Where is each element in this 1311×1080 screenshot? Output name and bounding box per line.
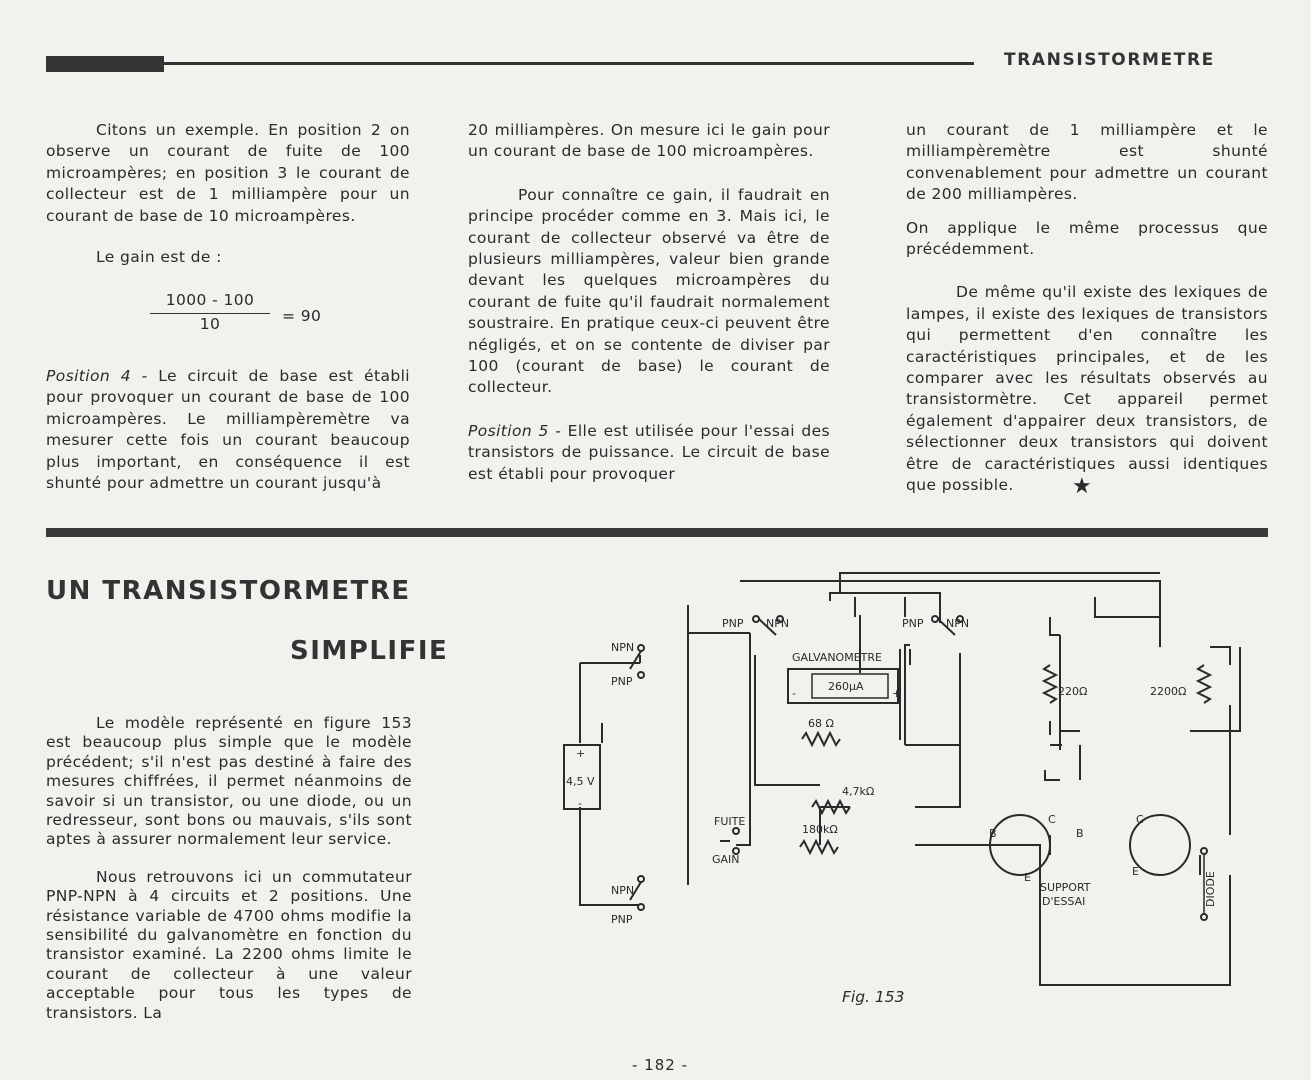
label-meter-minus: -	[792, 687, 796, 700]
article-paragraph-1: Le modèle représenté en figure 153 est beaucoup plus simple que le modèle précédent; s'il n'est pas destiné à faire des mesures chiffrées, il permet néanmoins de savoir si un transistor, ou une diode, ou un redresseur, sont bons ou mauvais, s'ils sont aptes à assurer normalement leur service.	[46, 714, 412, 849]
label-c-2: C	[1136, 813, 1144, 826]
article-body	[46, 714, 412, 1023]
label-pnp-2: PNP	[902, 617, 924, 630]
article-title-line-1: UN TRANSISTORMETRE	[46, 576, 411, 606]
label-pnp-4: PNP	[611, 913, 633, 926]
label-e-2: E	[1132, 865, 1139, 878]
position-5-label: Position 5 -	[468, 421, 562, 440]
figure-caption: Fig. 153	[842, 988, 905, 1006]
col3-paragraph-1: un courant de 1 milliampère et le milliampèremètre est shunté convenablement pour admettre un courant de 200 milliampères.	[906, 121, 1268, 204]
label-r68: 68 Ω	[808, 717, 834, 730]
label-dessai: D'ESSAI	[1042, 895, 1086, 908]
label-pnp-1: PNP	[722, 617, 744, 630]
label-npn-2: NPN	[946, 617, 970, 630]
gain-fraction	[150, 290, 270, 336]
article-title-line-2: SIMPLIFIE	[290, 636, 449, 666]
label-gain: GAIN	[712, 853, 740, 866]
gain-result: = 90	[282, 307, 322, 325]
position-5-text: Elle est utilisée pour l'essai des transistors de puissance. Le circuit de base est établi pour provoquer	[468, 421, 830, 483]
position-4-label: Position 4 -	[46, 367, 148, 385]
fraction-numerator: 1000 - 100	[150, 290, 270, 314]
star-ornament: ★	[1072, 474, 1092, 499]
label-meter-value: 260µA	[828, 680, 864, 693]
header-rule	[164, 62, 974, 65]
label-npn-4: NPN	[611, 884, 635, 897]
col3-paragraph-2: On applique le même processus que précédemment.	[906, 218, 1268, 259]
label-r220: 220Ω	[1058, 685, 1088, 698]
label-r180k: 180kΩ	[802, 823, 838, 836]
column-1-position-4	[46, 366, 410, 494]
label-battery-minus: -	[578, 797, 582, 810]
label-battery: 4,5 V	[566, 775, 595, 788]
label-meter-plus: +	[892, 687, 902, 700]
column-1	[46, 120, 410, 268]
header-rule-thick	[46, 56, 164, 72]
section-divider	[46, 528, 1268, 537]
label-npn-1: NPN	[766, 617, 790, 630]
col2-paragraph-2: Pour connaître ce gain, il faudrait en principe procéder comme en 3. Mais ici, le courant de collecteur observé va être de plusieurs milliampères, valeur bien grande devant les quelques microampères du courant de fuite qu'il faudrait normalement soustraire. En pratique ceux-ci peuvent être négligés, et on se contente de diviser par 100 (courant de base) le courant de collecteur.	[468, 185, 830, 397]
fraction-denominator: 10	[199, 315, 221, 334]
article-paragraph-2: Nous retrouvons ici un commutateur PNP-NPN à 4 circuits et 2 positions. Une résistance variable de 4700 ohms modifie la sensibilité du galvanomètre en fonction du transistor examiné. La 2200 ohms limite le courant de collecteur à une valeur acceptable pour tous les types de transistors. La	[46, 867, 412, 1022]
label-b-2: B	[1076, 827, 1084, 840]
running-title: TRANSISTORMETRE	[1004, 50, 1215, 70]
label-b-1: B	[989, 827, 997, 840]
col1-paragraph-1: Citons un exemple. En position 2 on observe un courant de fuite de 100 microampères; en position 3 le courant de collecteur est de 1 milliampère pour un courant de base de 10 microampères.	[46, 121, 410, 225]
label-r47k: 4,7kΩ	[842, 785, 875, 798]
label-npn-3: NPN	[611, 641, 635, 654]
circuit-diagram	[540, 545, 1280, 995]
label-galvanometer: GALVANOMETRE	[792, 651, 882, 664]
label-support: SUPPORT	[1040, 881, 1091, 894]
label-battery-plus: +	[576, 747, 586, 760]
label-pnp-3: PNP	[611, 675, 633, 688]
label-fuite: FUITE	[714, 815, 746, 828]
column-2	[468, 120, 830, 485]
label-e-1: E	[1024, 871, 1031, 884]
col3-paragraph-3: De même qu'il existe des lexiques de lampes, il existe des lexiques de transistors qui permettent d'en connaître les caractéristiques principales, et de les comparer avec les résultats observés au transistormètre. Cet appareil permet également d'appairer deux transistors, de sélectionner deux transistors qui doivent être de caractéristiques aussi identiques que possible.	[906, 283, 1268, 495]
gain-label: Le gain est de :	[96, 248, 222, 267]
label-r2200: 2200Ω	[1150, 685, 1187, 698]
label-diode: DIODE	[1204, 871, 1217, 907]
label-c-1: C	[1048, 813, 1056, 826]
col2-paragraph-1: 20 milliampères. On mesure ici le gain pour un courant de base de 100 microampères.	[468, 121, 830, 161]
position-4-text: Le circuit de base est établi pour provoquer un courant de base de 100 microampères. Le milliampèremètre va mesurer cette fois un courant beaucoup plus important, en conséquence il est shunté pour admettre un courant jusqu'à	[46, 367, 410, 493]
column-3	[906, 120, 1268, 497]
page-number: - 182 -	[632, 1056, 688, 1074]
